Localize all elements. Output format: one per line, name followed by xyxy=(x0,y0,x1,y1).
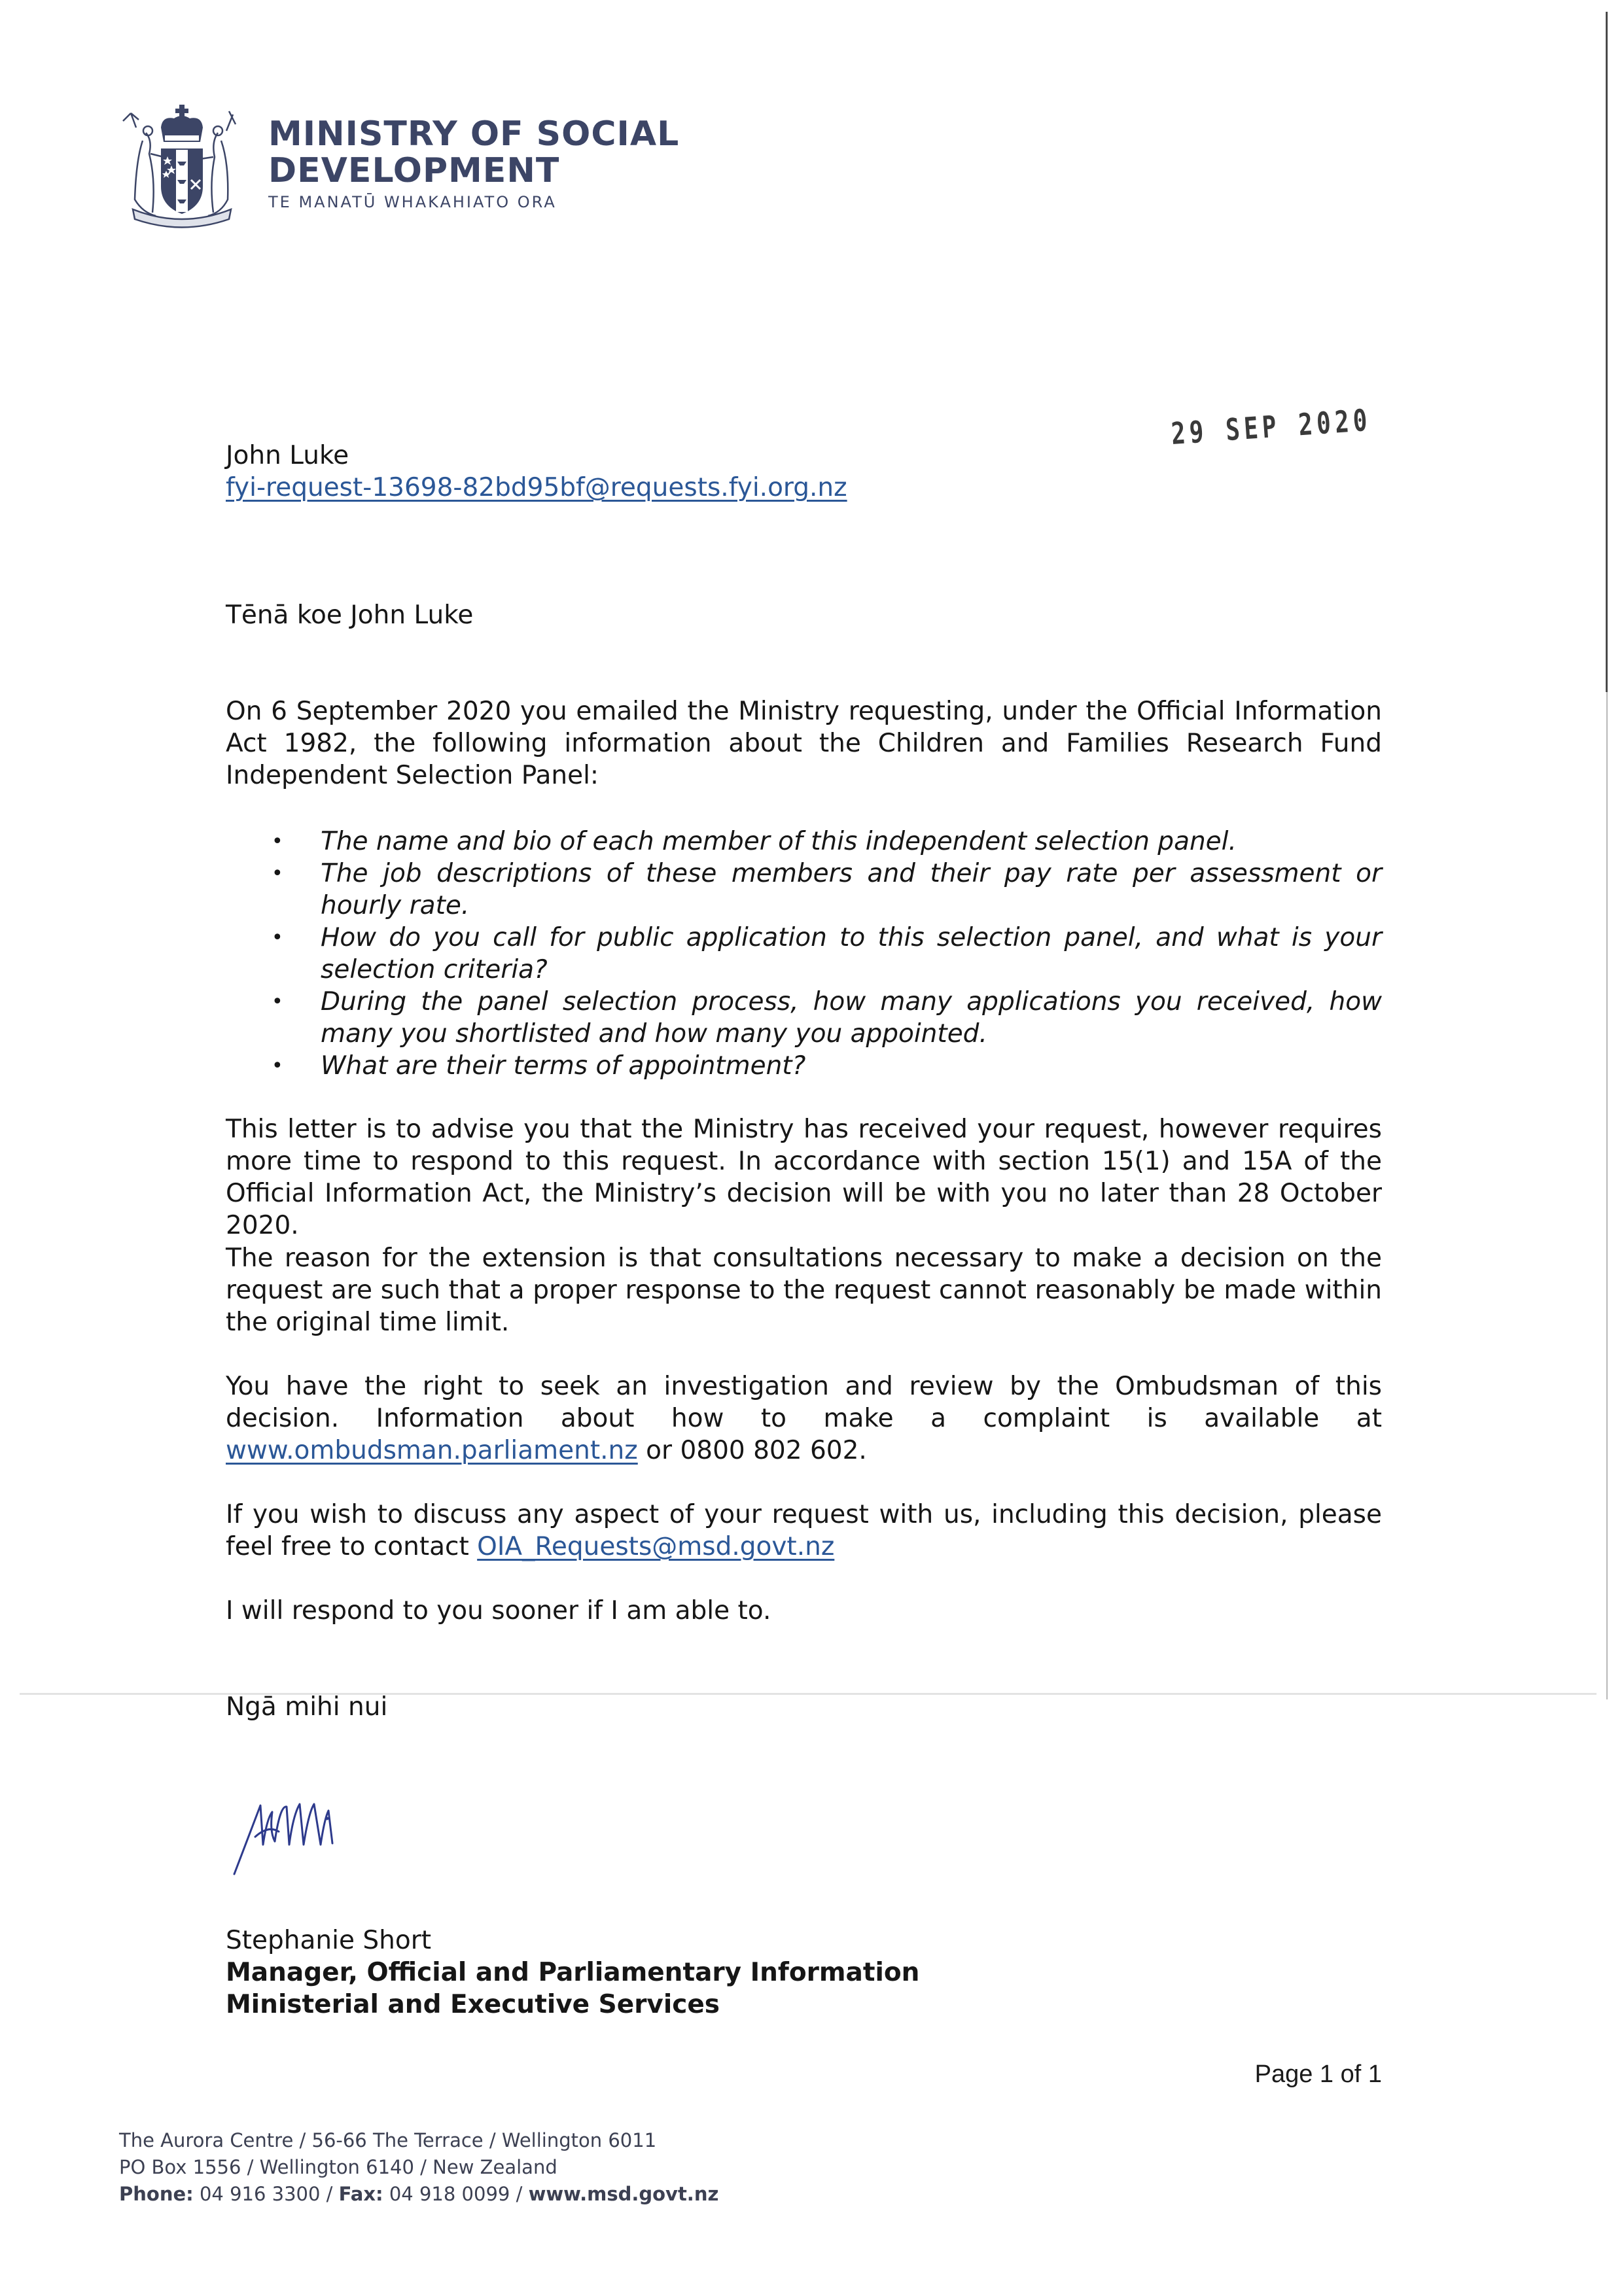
org-name-line1: MINISTRY OF SOCIAL xyxy=(268,114,680,154)
list-item xyxy=(226,922,1382,986)
bullet-icon: • xyxy=(272,926,283,949)
list-item xyxy=(226,1050,1382,1082)
signatory-department: Ministerial and Executive Services xyxy=(226,1990,720,2019)
letterhead-text xyxy=(268,116,679,211)
phone-number: 04 916 3300 / xyxy=(193,2183,339,2205)
ombudsman-paragraph xyxy=(226,1370,1382,1467)
sooner-paragraph: I will respond to you sooner if I am able to. xyxy=(226,1596,771,1626)
nz-coat-of-arms-icon xyxy=(116,101,247,229)
scan-edge-line-faint xyxy=(1606,692,1608,1699)
list-item-text: How do you call for public application to this selection panel, and what is your selection criteria? xyxy=(321,923,1382,984)
closing: Ngā mihi nui xyxy=(226,1692,388,1722)
signatory-title: Manager, Official and Parliamentary Information xyxy=(226,1958,920,1987)
phone-label: Phone: xyxy=(119,2183,194,2205)
oia-email-link[interactable]: OIA_Requests@msd.govt.nz xyxy=(477,1532,835,1561)
page-number: Page 1 of 1 xyxy=(1254,2061,1382,2088)
website-link[interactable]: www.msd.govt.nz xyxy=(528,2183,719,2205)
footer-address-line1: The Aurora Centre / 56-66 The Terrace / Wellington 6011 xyxy=(119,2129,657,2151)
handwritten-signature-icon xyxy=(229,1779,465,1877)
intro-paragraph: On 6 September 2020 you emailed the Ministry requesting, under the Official Information Act 1982, the following information about the Children and Families Research Fund Independent Selection Panel: xyxy=(226,697,1382,790)
bullet-icon: • xyxy=(272,1054,283,1077)
footer-contact-line xyxy=(119,2181,718,2208)
reason-paragraph: The reason for the extension is that consultations necessary to make a decision on the request are such that a proper response to the request cannot reasonably be made within the original time limit. xyxy=(226,1244,1382,1337)
org-name-line2: DEVELOPMENT xyxy=(268,151,560,190)
extension-paragraph: This letter is to advise you that the Ministry has received your request, however requires more time to respond to this request. In accordance with section 15(1) and 15A of the Official Information Act, the Ministry’s decision will be with you no later than 28 October 2020. xyxy=(226,1115,1382,1240)
list-item-text: What are their terms of appointment? xyxy=(321,1051,806,1081)
list-item xyxy=(226,986,1382,1050)
date-stamp: 29 SEP 2020 xyxy=(1170,402,1373,451)
ombudsman-phone-text: or 0800 802 602. xyxy=(637,1436,867,1465)
request-items-list xyxy=(226,826,1382,1082)
scan-edge-line xyxy=(1606,12,1608,692)
ombudsman-text: You have the right to seek an investigation and review by the Ombudsman of this decision. Information about how to make a complaint is available at xyxy=(226,1372,1382,1433)
recipient-name: John Luke xyxy=(226,441,349,470)
ombudsman-link[interactable]: www.ombudsman.parliament.nz xyxy=(226,1436,638,1465)
letter-footer xyxy=(119,2127,718,2208)
signatory-name: Stephanie Short xyxy=(226,1926,432,1955)
greeting: Tēnā koe John Luke xyxy=(226,600,474,630)
list-item xyxy=(226,858,1382,922)
fax-number: 04 918 0099 / xyxy=(383,2183,529,2205)
list-item-text: The name and bio of each member of this independent selection panel. xyxy=(321,827,1237,856)
contact-paragraph xyxy=(226,1499,1382,1563)
list-item-text: The job descriptions of these members and their pay rate per assessment or hourly rate. xyxy=(321,859,1382,920)
bullet-icon: • xyxy=(272,862,283,885)
bullet-icon: • xyxy=(272,830,283,853)
footer-address-line2: PO Box 1556 / Wellington 6140 / New Zealand xyxy=(119,2156,557,2178)
bullet-icon: • xyxy=(272,990,283,1013)
contact-text: If you wish to discuss any aspect of your request with us, including this decision, please feel free to contact xyxy=(226,1500,1382,1561)
list-item xyxy=(226,826,1382,858)
fax-label: Fax: xyxy=(338,2183,383,2205)
recipient-email-row xyxy=(226,472,1382,504)
recipient-email-link[interactable]: fyi-request-13698-82bd95bf@requests.fyi.org.nz xyxy=(226,473,847,502)
list-item-text: During the panel selection process, how many applications you received, how many you shortlisted and how many you appointed. xyxy=(321,987,1382,1049)
org-subtitle: TE MANATŪ WHAKAHIATO ORA xyxy=(268,193,557,211)
